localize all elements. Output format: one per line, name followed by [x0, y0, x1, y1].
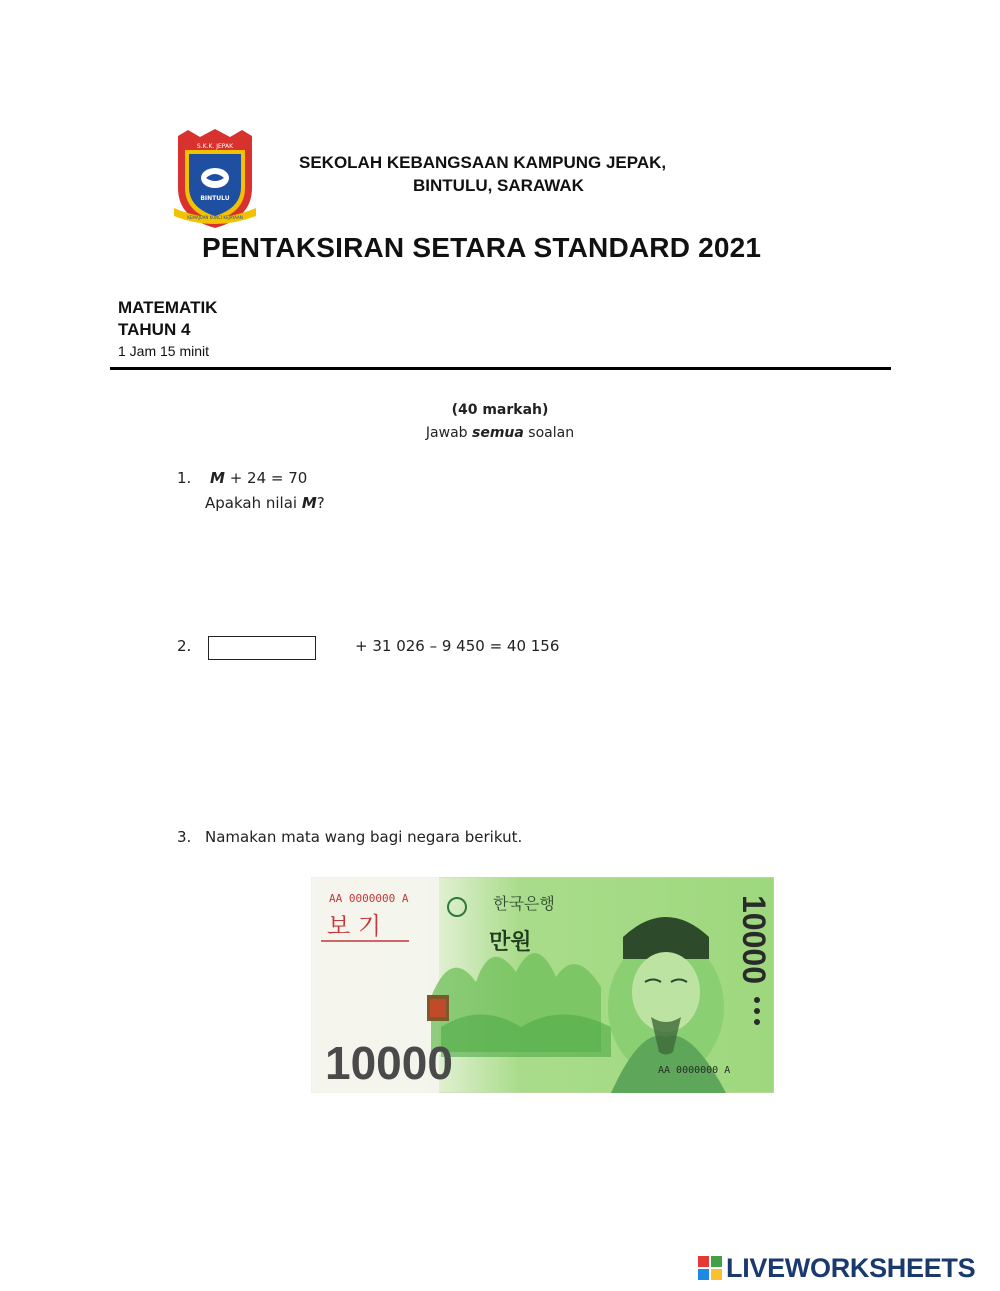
- liveworksheets-logo-icon: [697, 1255, 723, 1281]
- banknote-value: 10000: [325, 1037, 453, 1089]
- year-label: TAHUN 4: [118, 320, 191, 339]
- question-2-equation: + 31 026 – 9 450 = 40 156: [355, 637, 560, 655]
- svg-text:BINTULU: BINTULU: [200, 195, 230, 202]
- question-1-number: 1.: [177, 469, 192, 487]
- brand-name: LIVEWORKSHEETS: [726, 1252, 976, 1283]
- banknote-unit: 만원: [489, 930, 532, 955]
- question-3-prompt: Namakan mata wang bagi negara berikut.: [205, 828, 523, 846]
- duration-label: 1 Jam 15 minit: [118, 343, 210, 359]
- banknote-specimen-mark: 보 기: [327, 912, 381, 940]
- header-divider: [110, 367, 891, 370]
- liveworksheets-brand[interactable]: [697, 1252, 975, 1284]
- question-3-number: 3.: [177, 828, 192, 846]
- question-2-number: 2.: [177, 637, 192, 655]
- school-logo: [172, 128, 258, 230]
- subject-label: MATEMATIK: [118, 298, 218, 317]
- question-1-equation: M + 24 = 70: [210, 469, 308, 487]
- instruction: Jawab semua soalan: [425, 425, 575, 441]
- banknote-image: [311, 877, 774, 1093]
- banknote-value-vertical: 10000: [736, 895, 772, 984]
- svg-text:S.K.K. JEPAK: S.K.K. JEPAK: [196, 143, 234, 150]
- instruction-emphasis: semua: [472, 425, 524, 441]
- question-2-answer-box[interactable]: [208, 636, 316, 660]
- school-location: BINTULU, SARAWAK: [413, 176, 584, 195]
- question-1-prompt: Apakah nilai M?: [205, 494, 325, 512]
- banknote-serial-bottom: AA 0000000 A: [658, 1065, 731, 1076]
- banknote-serial: AA 0000000 A: [329, 892, 409, 905]
- exam-title: PENTAKSIRAN SETARA STANDARD 2021: [202, 232, 762, 263]
- total-marks: (40 markah): [451, 402, 549, 418]
- banknote-bank-name: 한국은행: [493, 894, 555, 913]
- svg-text:KEMAJUAN KUNCI KEJAYAAN: KEMAJUAN KUNCI KEJAYAAN: [187, 215, 243, 220]
- school-name: SEKOLAH KEBANGSAAN KAMPUNG JEPAK,: [299, 153, 667, 172]
